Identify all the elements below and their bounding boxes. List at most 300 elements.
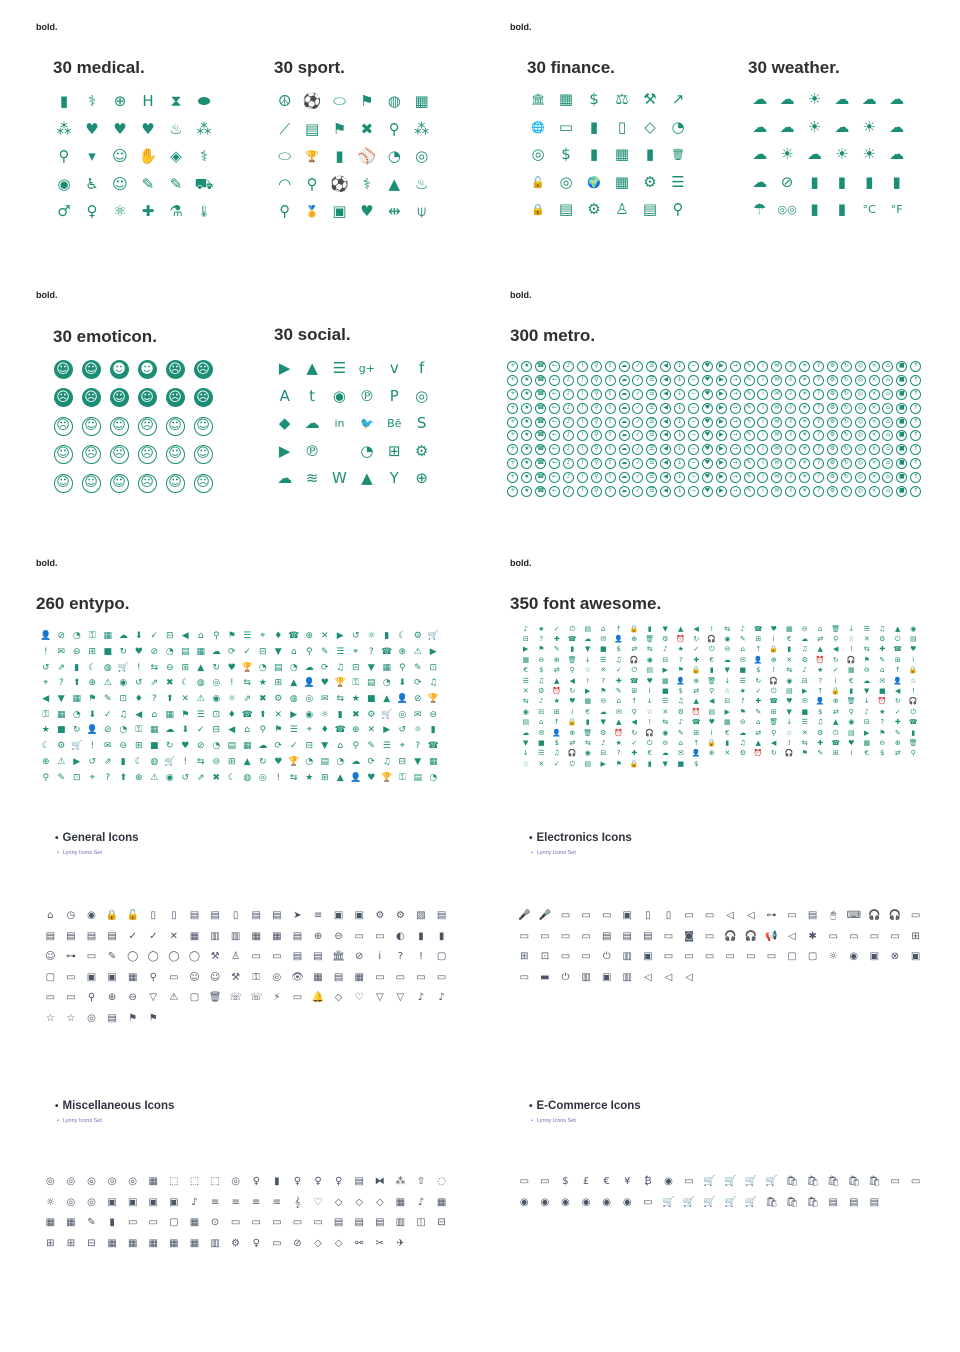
general-icon: ▮: [418, 930, 424, 942]
metro-icon: !: [575, 443, 589, 457]
entypo-icon: ☼: [367, 631, 376, 642]
electronics-icon: 🖱: [830, 910, 837, 922]
entypo-icon: ⚠: [57, 756, 66, 767]
misc-icon: ⊞: [66, 1237, 76, 1249]
entypo-icon: ▦: [242, 741, 252, 752]
entypo-icon: ◔: [289, 662, 298, 673]
fontawesome-icon: ⚙: [801, 655, 808, 664]
metro-icon: ✎: [742, 484, 756, 498]
ecommerce-icon: ◉: [622, 1196, 632, 1208]
general-icon: 🔓: [126, 910, 139, 922]
fontawesome-icon: ↑: [755, 645, 762, 654]
fontawesome-icon: ✎: [739, 635, 746, 644]
metro-icon: ✎: [742, 443, 756, 457]
fontawesome-icon: ▮: [647, 624, 652, 633]
entypo-icon: ✕: [274, 709, 283, 720]
entypo-icon: ▤: [180, 647, 190, 658]
fontawesome-icon: ⏻: [631, 666, 638, 675]
general-icon: ☺: [209, 971, 221, 983]
metro-icon: ↑: [909, 388, 923, 402]
metro-icon: ×: [867, 429, 881, 443]
general-icon: ♪: [417, 992, 425, 1004]
general-icon: ≡: [313, 910, 323, 922]
fontawesome-icon: ⊖: [801, 624, 808, 633]
fontawesome-icon: ⊕: [770, 655, 777, 664]
fontawesome-icon: ⊞: [631, 687, 638, 696]
entypo-icon: ↻: [165, 741, 174, 752]
fontawesome-icon: ↻: [569, 687, 576, 696]
fontawesome-icon: ✉: [538, 728, 545, 737]
slide-medical-sport: [0, 0, 474, 268]
entypo-icon: ▤: [273, 662, 283, 673]
entypo-icon: ↺: [134, 678, 143, 689]
metro-icon: −: [687, 401, 701, 415]
finance-icon: ▦: [558, 90, 574, 109]
fontawesome-icon: 🔒: [629, 759, 639, 768]
social-icon: ℗: [304, 441, 320, 460]
entypo-icon: ⌖: [353, 647, 359, 658]
entypo-icon: ☾: [41, 741, 50, 752]
misc-icon: ▭: [230, 1217, 241, 1229]
fontawesome-icon: ☆: [724, 687, 731, 696]
metro-icon: →: [728, 470, 742, 484]
emoticon-icon: ☹: [49, 384, 77, 413]
general-icon: ▭: [66, 992, 76, 1004]
misc-icon: ▥: [395, 1217, 406, 1229]
metro-icon: i: [756, 360, 770, 374]
entypo-icon: ⇗: [57, 662, 66, 673]
entypo-icon: ⇗: [150, 678, 159, 689]
electronics-icon: ▯: [665, 910, 672, 922]
fontawesome-icon: ⌂: [756, 718, 761, 727]
fontawesome-icon: ↑: [615, 624, 622, 633]
misc-icon: ▢: [169, 1217, 179, 1229]
fontawesome-icon: ☁: [522, 728, 530, 737]
fontawesome-icon: ☰: [538, 749, 545, 758]
misc-icon: ◎: [87, 1196, 96, 1208]
social-icon: ◆: [278, 414, 291, 433]
entypo-icon: ▶: [73, 756, 81, 767]
entypo-icon: ✉: [57, 647, 66, 658]
fontawesome-icon: ▤: [646, 666, 654, 675]
fontawesome-icon: ▶: [523, 645, 529, 654]
fontawesome-icon: ☰: [662, 697, 669, 706]
misc-icon: ◇: [314, 1237, 322, 1249]
metro-icon: ★: [520, 415, 534, 429]
sport-icon: ⚽: [330, 174, 349, 193]
fontawesome-icon: ⇄: [693, 687, 700, 696]
metro-icon: ✉: [770, 470, 784, 484]
emoticon-icon: ☺: [77, 355, 105, 384]
entypo-icon: ✕: [320, 631, 329, 642]
entypo-icon: ☼: [227, 694, 236, 705]
metro-icon: ☁: [617, 429, 631, 443]
entypo-icon: ⚲: [398, 662, 406, 673]
fontawesome-icon: ⏻: [708, 645, 715, 654]
entypo-icon: ▲: [243, 756, 251, 767]
metro-icon: ⚲: [589, 360, 603, 374]
fontawesome-icon: ★: [553, 697, 560, 706]
entypo-icon: ◔: [305, 756, 314, 767]
metro-icon: ↻: [839, 457, 853, 471]
fontawesome-icon: ◀: [833, 645, 839, 654]
fontawesome-icon: !: [911, 687, 915, 696]
misc-icon: ▤: [354, 1217, 364, 1229]
metro-icon: i: [756, 457, 770, 471]
general-icon: ✓: [149, 930, 158, 942]
metro-icon: ⚙: [825, 388, 839, 402]
fontawesome-icon: ♫: [879, 624, 886, 633]
metro-icon: ☀: [798, 415, 812, 429]
electronics-icon: ▣: [601, 971, 612, 983]
metro-icon: ↓: [673, 374, 687, 388]
entypo-icon: ◉: [305, 709, 314, 720]
ecommerce-icon: ▭: [540, 1176, 550, 1188]
weather-icon: ☁: [834, 90, 850, 109]
metro-icon: −: [687, 470, 701, 484]
fontawesome-icon: ⚙: [662, 635, 669, 644]
fontawesome-icon: ?: [818, 676, 823, 685]
medical-icon: 🌡: [197, 205, 211, 219]
weather-icon-grid: [746, 86, 910, 224]
social-icon: ◔: [360, 441, 374, 460]
metro-icon: ×: [867, 457, 881, 471]
fontawesome-icon: ⊞: [770, 707, 777, 716]
metro-icon: ⇧: [603, 484, 617, 498]
metro-icon: →: [728, 401, 742, 415]
finance-icon: 🗑: [671, 148, 685, 162]
entypo-icon: ⌂: [244, 725, 251, 736]
title-ecommerce-icons: • E-Commerce Icons: [529, 1100, 641, 1112]
fontawesome-icon: €: [725, 728, 730, 737]
metro-icon: ⇧: [603, 360, 617, 374]
sport-icon: 🏅: [305, 205, 319, 219]
entypo-icon: ☁: [118, 631, 128, 642]
finance-icon: ☰: [671, 172, 685, 191]
misc-icon: ◎: [66, 1176, 76, 1188]
weather-icon: ☁: [752, 172, 768, 191]
title-entypo: 260 entypo.: [36, 594, 130, 613]
fontawesome-icon: ↓: [584, 655, 591, 664]
fontawesome-icon: ☰: [863, 624, 870, 633]
general-icon: 🔔: [311, 992, 325, 1004]
metro-icon: i: [756, 470, 770, 484]
general-icon: ▤: [107, 1012, 117, 1024]
fontawesome-icon: ☎: [769, 697, 779, 706]
entypo-icon: ⊘: [103, 725, 112, 736]
entypo-icon: ◀: [135, 709, 143, 720]
fontawesome-icon: ♪: [663, 645, 668, 654]
metro-icon: ?: [812, 415, 826, 429]
general-icon: ☏: [249, 992, 263, 1004]
metro-icon: ★: [520, 374, 534, 388]
electronics-icon: 🎧: [744, 930, 758, 942]
metro-icon: ✎: [742, 429, 756, 443]
metro-icon: ✉: [770, 401, 784, 415]
entypo-icon: ♥: [227, 662, 236, 673]
general-icon: ◎: [87, 1012, 96, 1024]
fontawesome-icon: 👤: [893, 676, 903, 685]
sport-icon: ◠: [278, 174, 292, 193]
fontawesome-icon: ⇆: [646, 645, 653, 654]
fontawesome-icon: ⊞: [553, 707, 560, 716]
misc-icon: ▭: [127, 1217, 138, 1229]
metro-icon: ✉: [770, 374, 784, 388]
entypo-icon: ☎: [427, 741, 439, 752]
fontawesome-icon: ♪: [802, 666, 807, 675]
entypo-icon: ☁: [351, 756, 361, 767]
fontawesome-icon: ♫: [553, 749, 560, 758]
ecommerce-icon: ▤: [828, 1196, 838, 1208]
misc-icon: ☼: [45, 1196, 55, 1208]
misc-icon: ▭: [272, 1217, 282, 1229]
ecommerce-icon: 🛍: [806, 1196, 819, 1208]
entypo-icon: ↺: [351, 631, 360, 642]
metro-icon: ✓: [631, 401, 645, 415]
fontawesome-icon: ☎: [893, 645, 903, 654]
fontawesome-icon: ↻: [693, 635, 700, 644]
entypo-icon: 🏆: [288, 756, 300, 767]
fontawesome-icon: ⊕: [894, 738, 901, 747]
entypo-icon: ▲: [197, 662, 205, 673]
fontawesome-icon: ▲: [817, 645, 823, 654]
fontawesome-icon: ✕: [786, 655, 793, 664]
entypo-icon: ↺: [181, 772, 190, 783]
fontawesome-icon: ♪: [864, 707, 869, 716]
metro-icon: ↑: [909, 360, 923, 374]
metro-icon: ✉: [770, 415, 784, 429]
entypo-icon: ☾: [88, 662, 97, 673]
metro-icon: −: [687, 457, 701, 471]
title-metro: 300 metro.: [510, 326, 596, 345]
entypo-icon: ⊘: [196, 741, 205, 752]
entypo-icon: ◔: [258, 662, 267, 673]
fontawesome-icon: ✉: [615, 707, 622, 716]
metro-icon: ★: [520, 388, 534, 402]
fontawesome-icon: ✓: [553, 759, 560, 768]
metro-icon: !: [575, 484, 589, 498]
entypo-icon: ✓: [150, 631, 159, 642]
fontawesome-icon: i: [850, 749, 853, 758]
ecommerce-icon: ▤: [869, 1196, 880, 1208]
metro-icon: i: [756, 374, 770, 388]
fontawesome-icon: ▤: [785, 687, 793, 696]
entypo-icon: ⊟: [398, 756, 407, 767]
metro-icon: ◎: [853, 401, 867, 415]
electronics-icon: ▭: [560, 951, 571, 963]
metro-icon: ×: [867, 415, 881, 429]
medical-icon: ◉: [57, 174, 71, 193]
entypo-icon: ▦: [149, 725, 159, 736]
fontawesome-icon: ◉: [662, 728, 669, 737]
general-icon: ▭: [395, 971, 406, 983]
electronics-icon: ▭: [828, 930, 838, 942]
metro-icon: ☀: [798, 360, 812, 374]
electronics-icon: ▭: [725, 951, 735, 963]
electronics-icon: ▣: [869, 951, 880, 963]
general-icon: 🗑: [208, 992, 222, 1004]
medical-icon: H: [142, 92, 154, 111]
medical-icon: ⊕: [113, 92, 127, 111]
fontawesome-icon: $: [818, 707, 823, 716]
metro-icon: ←: [548, 443, 562, 457]
fontawesome-icon: ⌂: [601, 624, 606, 633]
fontawesome-icon: 🎧: [645, 728, 655, 737]
entypo-icon: 🛒: [164, 756, 176, 767]
metro-icon: ?: [812, 388, 826, 402]
ecommerce-icon: ◉: [664, 1176, 673, 1188]
metro-icon: ⌂: [881, 484, 895, 498]
slide-finance-weather: [474, 0, 948, 268]
general-icon: ⚲: [149, 971, 157, 983]
emoticon-icon: ☹: [77, 384, 105, 413]
general-icon: ✕: [169, 930, 179, 942]
ecommerce-icon: ▤: [849, 1196, 859, 1208]
fontawesome-icon: ▶: [600, 759, 606, 768]
metro-icon: ↓: [673, 401, 687, 415]
fontawesome-icon: ▶: [724, 707, 730, 716]
metro-icon: ☰: [645, 388, 659, 402]
fontawesome-icon: 👤: [815, 697, 825, 706]
electronics-icon: ☼: [828, 951, 838, 963]
misc-icon: ▭: [148, 1217, 158, 1229]
social-icon: W: [332, 469, 347, 488]
metro-icon: ★: [520, 470, 534, 484]
entypo-icon: ▮: [120, 756, 126, 767]
fontawesome-icon: $: [554, 738, 559, 747]
general-icon: ▽: [396, 992, 405, 1004]
metro-icon: ⚙: [825, 401, 839, 415]
fontawesome-icon: ☰: [801, 718, 808, 727]
entypo-icon: ☰: [196, 709, 205, 720]
metro-icon: ★: [520, 484, 534, 498]
metro-icon: ☎: [534, 360, 548, 374]
metro-icon: ↑: [909, 484, 923, 498]
fontawesome-icon: ⏰: [691, 707, 701, 716]
metro-icon: ⇩: [784, 401, 798, 415]
fontawesome-icon: 🔒: [769, 645, 779, 654]
fontawesome-icon: ▲: [895, 624, 901, 633]
fontawesome-icon: ✓: [755, 687, 762, 696]
fontawesome-icon: ⌂: [880, 666, 885, 675]
metro-icon: ↻: [839, 360, 853, 374]
entypo-icon: ⚙: [274, 694, 283, 705]
sport-icon: ▤: [304, 119, 320, 138]
fontawesome-icon: ⚙: [600, 728, 607, 737]
social-icon: P: [389, 386, 399, 405]
fontawesome-icon: ↑: [894, 666, 901, 675]
misc-icon: ⧓: [374, 1176, 385, 1188]
misc-icon: ≡: [272, 1196, 282, 1208]
entypo-icon: ⬆: [258, 709, 267, 720]
sport-icon: ⍦: [417, 202, 427, 221]
weather-icon: ☁: [889, 90, 905, 109]
metro-icon: ▶: [714, 470, 728, 484]
emoticon-icon: ☺: [105, 412, 133, 441]
fontawesome-icon: ♥: [848, 738, 855, 747]
fontawesome-icon: ⊕: [569, 728, 576, 737]
medical-icon: ✎: [169, 174, 183, 193]
metro-icon: ◎: [853, 360, 867, 374]
entypo-icon: ⚿: [135, 725, 143, 736]
finance-icon: ▦: [614, 145, 630, 164]
misc-icon: ⊘: [293, 1237, 302, 1249]
misc-icon: ⚙: [231, 1237, 241, 1249]
fontawesome-icon: ◉: [522, 707, 529, 716]
entypo-icon: ☎: [381, 647, 393, 658]
fontawesome-icon: ♫: [817, 718, 824, 727]
misc-icon: ▦: [45, 1217, 56, 1229]
slide-fontawesome: [474, 536, 948, 804]
general-icon: ▣: [107, 971, 117, 983]
metro-icon: ✓: [631, 443, 645, 457]
metro-icon: ▶: [714, 401, 728, 415]
entypo-icon: ⬆: [119, 772, 128, 783]
electronics-icon: 📢: [765, 930, 778, 942]
entypo-icon: ⌂: [151, 709, 158, 720]
misc-icon: ♪: [417, 1196, 425, 1208]
general-icon: ☆: [45, 1012, 55, 1024]
ecommerce-icon: ▭: [519, 1176, 530, 1188]
metro-icon: ↻: [839, 388, 853, 402]
metro-icon: ⌂: [881, 470, 895, 484]
fontawesome-icon: ✕: [724, 749, 731, 758]
social-icon: in: [334, 417, 345, 431]
emoticon-icon: ☺: [49, 441, 77, 470]
metro-icon: !: [575, 388, 589, 402]
entypo-icon: ☎: [334, 725, 346, 736]
misc-icon: ⇧: [416, 1176, 426, 1188]
fontawesome-icon: ✓: [553, 624, 560, 633]
metro-icon: ◀: [659, 457, 673, 471]
electronics-icon-grid: [514, 906, 926, 988]
emoticon-icon: ☺: [133, 384, 161, 413]
fontawesome-icon: 👤: [691, 749, 701, 758]
metro-icon: ☰: [645, 360, 659, 374]
fontawesome-icon: ▶: [802, 687, 808, 696]
finance-icon: ▯: [617, 117, 627, 136]
fontawesome-icon: ◀: [771, 738, 777, 747]
entypo-icon: ⊕: [305, 631, 314, 642]
entypo-icon: ✖: [165, 678, 174, 689]
metro-icon: ⇧: [603, 401, 617, 415]
fontawesome-icon: ☰: [739, 676, 746, 685]
fontawesome-icon: ⏻: [569, 624, 576, 633]
emoticon-icon: ☹: [161, 355, 189, 384]
entypo-icon: ⊕: [41, 756, 50, 767]
entypo-icon: ◀: [228, 725, 236, 736]
metro-icon: ☎: [534, 401, 548, 415]
metro-icon: ⌂: [881, 457, 895, 471]
weather-icon: ☀: [835, 145, 849, 164]
fontawesome-icon: ☎: [753, 624, 763, 633]
metro-icon: ★: [520, 443, 534, 457]
social-icon: g+: [358, 362, 375, 376]
entypo-icon: ⊖: [72, 647, 81, 658]
misc-icon: ▦: [148, 1237, 158, 1249]
metro-icon: ☁: [617, 388, 631, 402]
fontawesome-icon: 🗑: [707, 676, 717, 685]
social-icon: ▶: [278, 359, 291, 378]
social-icon: f: [419, 359, 425, 378]
fontawesome-icon: ☎: [831, 738, 841, 747]
electronics-icon: ▥: [622, 951, 632, 963]
general-icon: ▤: [333, 971, 344, 983]
social-icon: ◎: [415, 386, 429, 405]
subtitle-electronics-icons: • Lynny Icons Set: [531, 850, 576, 856]
misc-icon: ▣: [148, 1196, 158, 1208]
medical-icon: ✚: [141, 202, 155, 221]
